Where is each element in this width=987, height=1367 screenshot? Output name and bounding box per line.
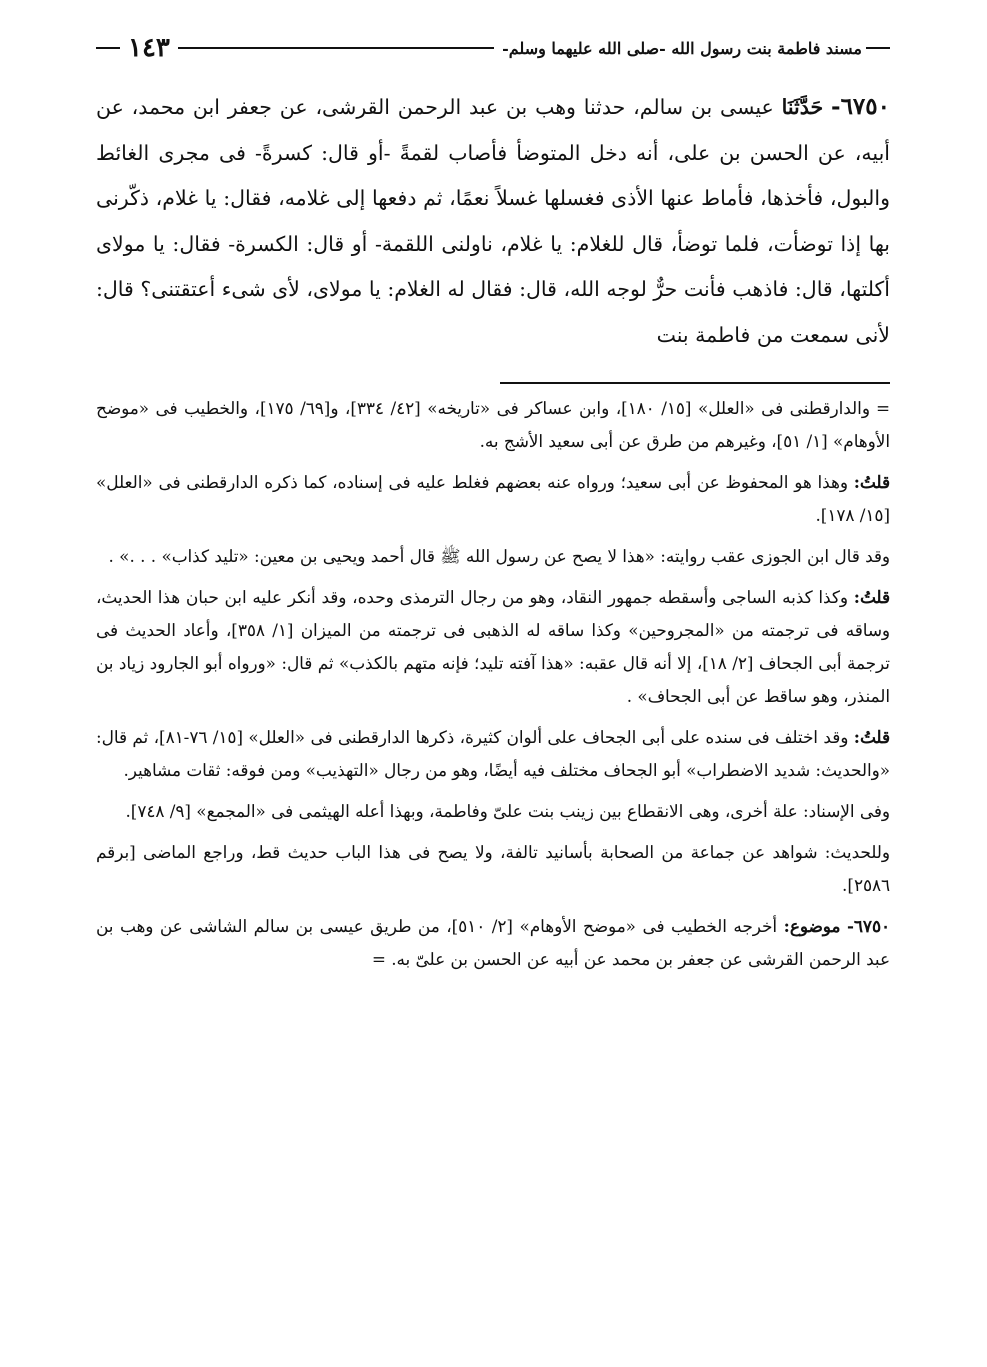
grade-label: موضوع: — [783, 916, 841, 936]
footnote-item — [96, 540, 890, 573]
running-title: مسند فاطمة بنت رسول الله -صلى الله عليهما وسلم- — [502, 38, 862, 58]
footnote-text: وكذا كذبه الساجى وأسقطه جمهور النقاد، وهو من رجال الترمذى وحده، وقد أنكر عليه ابن حبان هذا الحديث، وساقه فى ترجمته من «المجروحين» وكذا ساقه له الذهبى فى ترجمته من الميزان [١/ ٣٥٨]، وأعاد الحديث فى ترجمة أبى الجحاف [٢/ ١٨]، إلا أنه قال عقبه: «هذا آفته تليد؛ فإنه متهم بالكذب» ثم قال: «ورواه أبو الجارود زياد بن المنذر، وهو ساقط عن أبى الجحاف» . — [96, 587, 890, 706]
header-rule — [178, 47, 494, 49]
footnote-text: أخرجه الخطيب فى «موضح الأوهام» [٢/ ٥١٠]، من طريق عيسى بن سالم الشاشى عن وهب بن عبد الرحمن القرشى عن جعفر بن محمد عن أبيه عن الحسن بن علىّ به. = — [96, 916, 890, 969]
footnote-text: والدارقطنى فى «العلل» [١٥/ ١٨٠]، وابن عساكر فى «تاريخه» [٤٢/ ٣٣٤]، و[٦٩/ ١٧٥]، والخطيب فى «موضح الأوهام» [١/ ٥١]، وغيرهم من طرق عن أبى سعيد الأشج به. — [96, 398, 890, 451]
header-dash — [96, 47, 120, 49]
continuation-mark: = — [875, 398, 890, 418]
page-header — [96, 28, 890, 68]
footnote-text: وقد اختلف فى سنده على أبى الجحاف على ألوان كثيرة، ذكرها الدارقطنى فى «العلل» [١٥/ ٧٦-٨١]، ثم قال: «والحديث: شديد الاضطراب» أبو الجحاف مختلف فيه أيضًا، وهو من رجال «التهذيب» ومن فوقه: ثقات مشاهير. — [96, 727, 890, 780]
footnote-item — [96, 836, 890, 902]
footnote-separator — [500, 382, 890, 384]
footnote-item — [96, 466, 890, 532]
footnote-number: ٦٧٥٠- — [846, 916, 890, 936]
hadith-paragraph — [96, 84, 890, 358]
qult-label: قلتُ: — [853, 727, 891, 747]
header-dash — [866, 47, 890, 49]
hadith-text: عيسى بن سالم، حدثنا وهب بن عبد الرحمن القرشى، عن جعفر ابن محمد، عن أبيه، عن الحسن بن على، أنه دخل المتوضأ فأصاب لقمةً -أو قال: كسرةً- فى مجرى الغائط والبول، فأخذها، فأماط عنها الأذى فغسلها غسلاً نعمًا، ثم دفعها إلى غلامه، فقال: يا غلام، ذكّرنى بها إذا توضأت، فلما توضأ، قال للغلام: يا غلام، ناولنى اللقمة- أو قال: الكسرة- فقال: يا مولاى أكلتها، قال: فاذهب فأنت حرٌّ لوجه الله، قال: فقال له الغلام: يا مولاى، لأى شىء أعتقتنى؟ قال: لأنى سمعت من فاطمة بنت — [96, 95, 890, 347]
footnote-item — [96, 795, 890, 828]
main-text — [96, 84, 890, 358]
footnote-text: وقد قال ابن الجوزى عقب روايته: «هذا لا يصح عن رسول الله ﷺ قال أحمد ويحيى بن معين: «تليد كذاب» . . .» . — [108, 546, 890, 566]
footnote-text: وللحديث: شواهد عن جماعة من الصحابة بأسانيد تالفة، ولا يصح فى هذا الباب حديث قط، وراجع الماضى [برقم ٢٥٨٦]. — [96, 842, 890, 895]
footnote-text: وهذا هو المحفوظ عن أبى سعيد؛ ورواه عنه بعضهم فغلط عليه فى إسناده، كما ذكره الدارقطنى فى «العلل» [١٥/ ١٧٨]. — [96, 472, 890, 525]
hadith-number: ٦٧٥٠- — [831, 93, 890, 120]
qult-label: قلتُ: — [853, 472, 890, 492]
footnotes — [96, 392, 890, 984]
footnote-item — [96, 392, 890, 458]
footnote-text: وفى الإسناد: علة أخرى، وهى الانقطاع بين زينب بنت علىّ وفاطمة، وبهذا أعله الهيثمى فى «المجمع» [٩/ ٧٤٨]. — [125, 801, 890, 821]
footnote-item — [96, 721, 890, 787]
footnote-item — [96, 910, 890, 976]
footnote-item — [96, 581, 890, 713]
hadith-opening: حَدَّثَنَا — [781, 95, 824, 119]
qult-label: قلتُ: — [853, 587, 891, 607]
page-number: ١٤٣ — [128, 33, 170, 63]
